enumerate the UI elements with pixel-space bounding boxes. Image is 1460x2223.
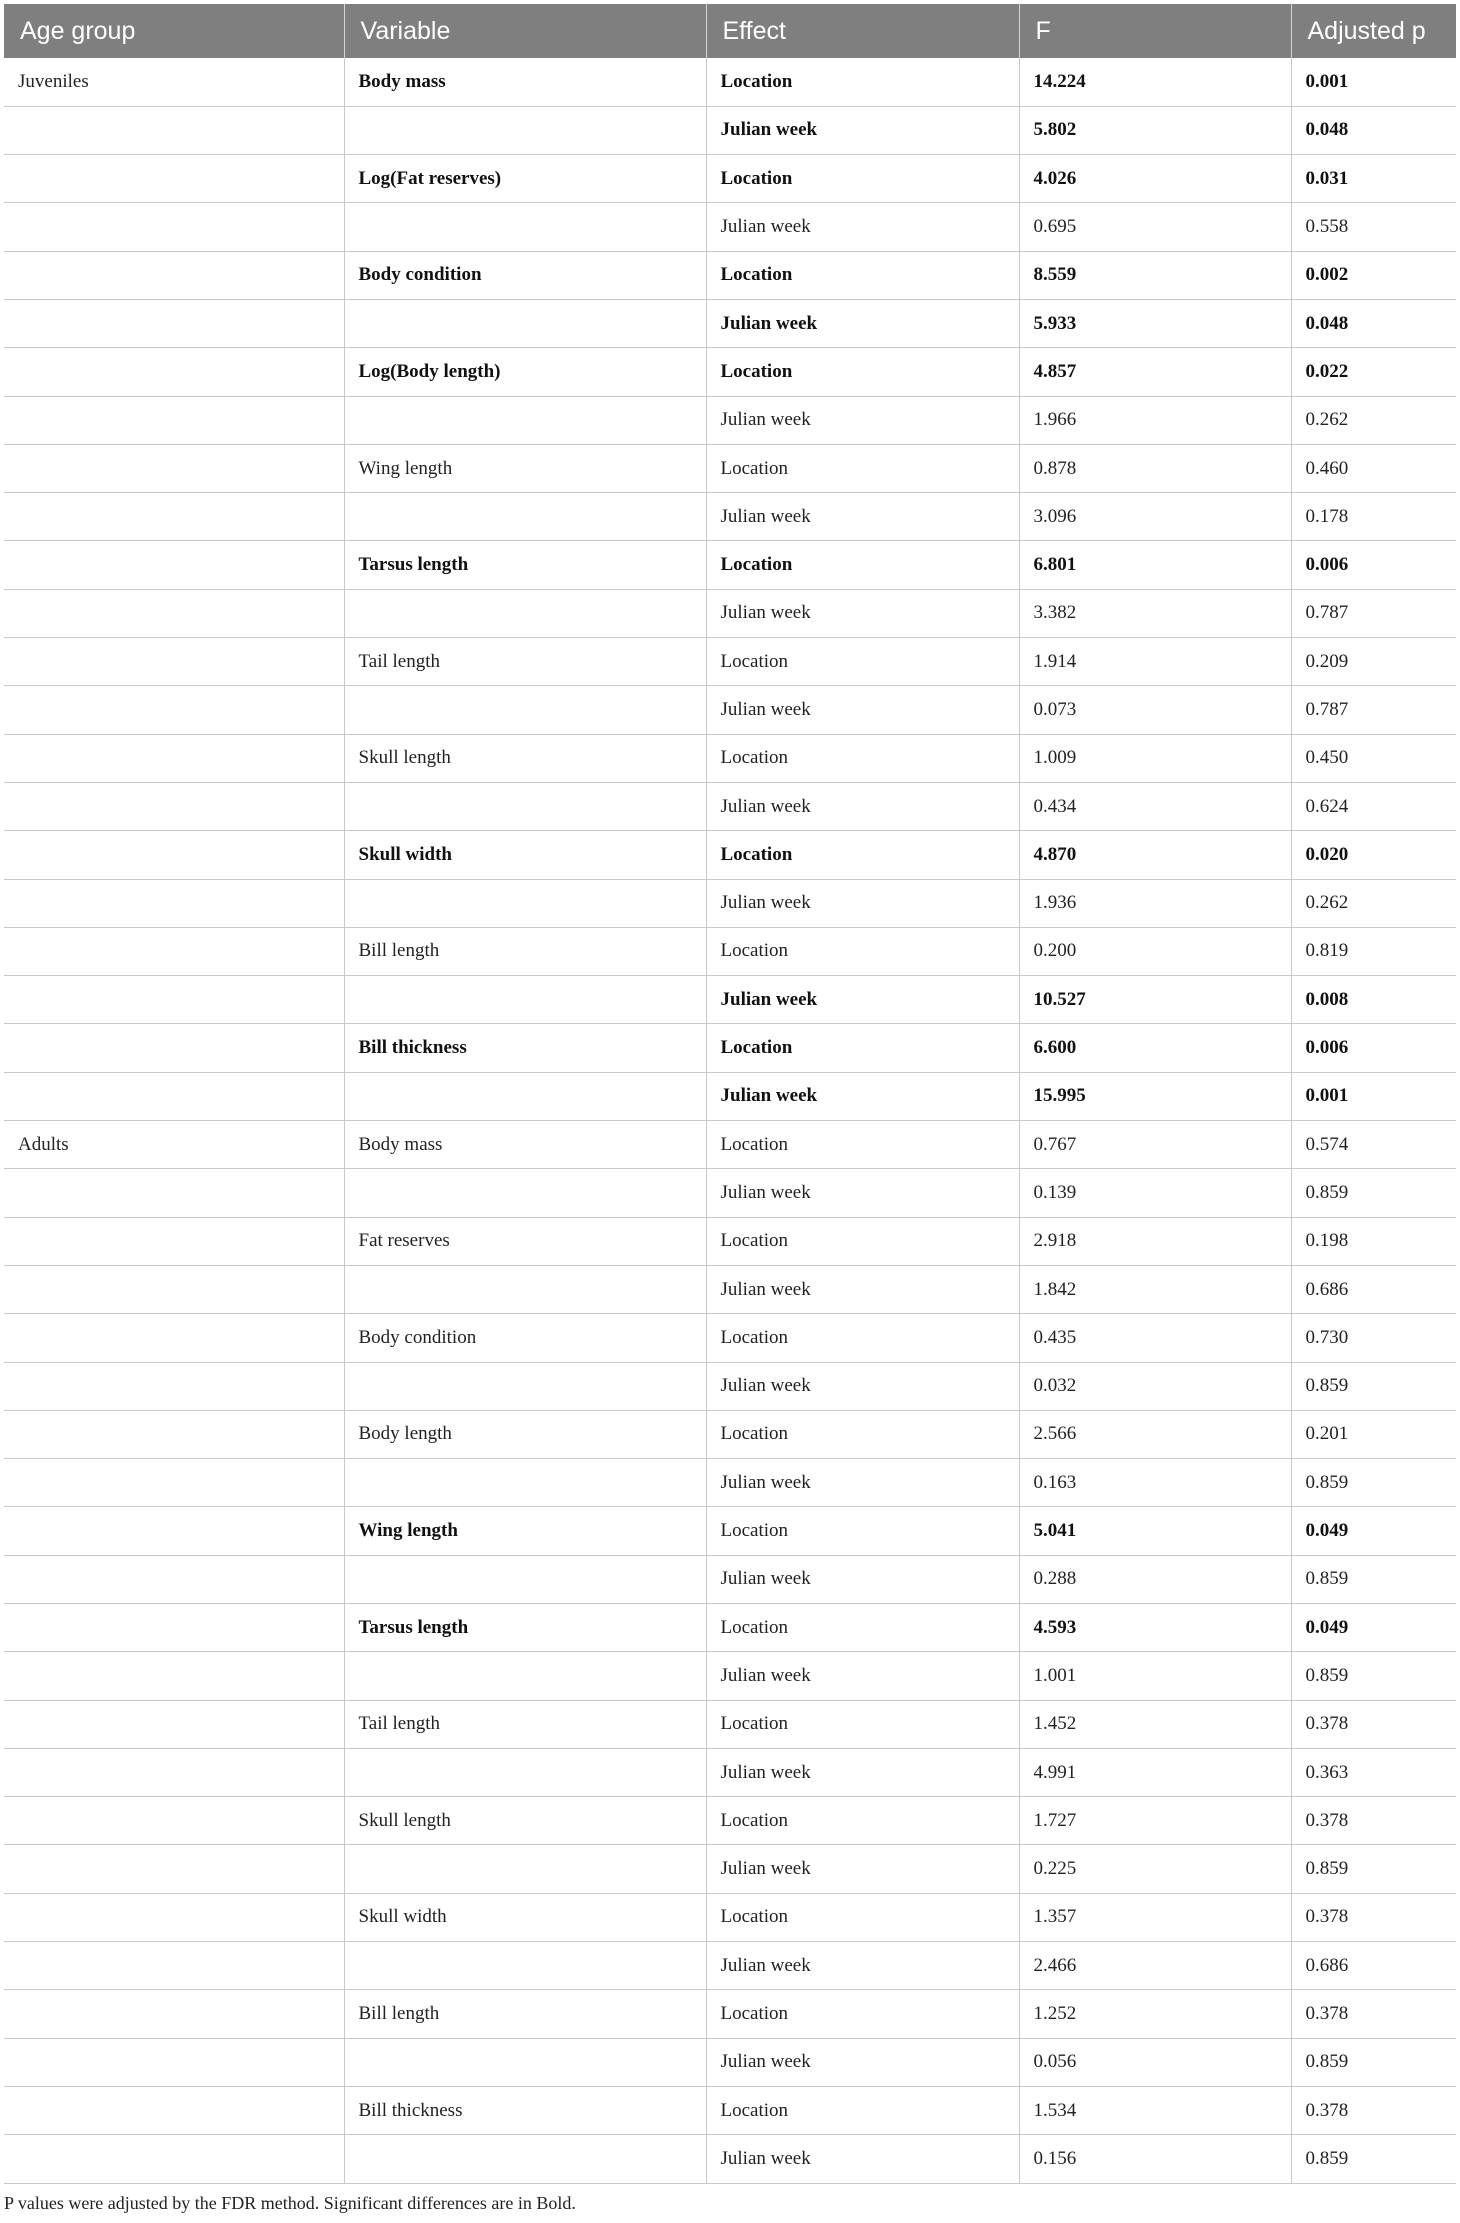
cell-age-group bbox=[4, 1024, 344, 1072]
cell-adjusted-p: 0.001 bbox=[1291, 58, 1456, 106]
table-row bbox=[4, 1121, 1456, 1169]
cell-adjusted-p: 0.378 bbox=[1291, 1893, 1456, 1941]
cell-effect: Location bbox=[706, 1990, 1019, 2038]
results-table bbox=[4, 4, 1456, 2184]
cell-effect: Julian week bbox=[706, 1555, 1019, 1603]
cell-age-group bbox=[4, 976, 344, 1024]
cell-effect: Location bbox=[706, 155, 1019, 203]
table-row bbox=[4, 1797, 1456, 1845]
cell-f-value: 0.073 bbox=[1019, 686, 1291, 734]
table-row bbox=[4, 782, 1456, 830]
table-row bbox=[4, 444, 1456, 492]
cell-adjusted-p: 0.859 bbox=[1291, 1652, 1456, 1700]
cell-adjusted-p: 0.686 bbox=[1291, 1265, 1456, 1313]
cell-variable: Log(Body length) bbox=[344, 348, 706, 396]
table-row bbox=[4, 976, 1456, 1024]
cell-f-value: 0.200 bbox=[1019, 927, 1291, 975]
cell-f-value: 0.767 bbox=[1019, 1121, 1291, 1169]
cell-f-value: 0.163 bbox=[1019, 1459, 1291, 1507]
cell-variable: Bill thickness bbox=[344, 2086, 706, 2134]
cell-adjusted-p: 0.262 bbox=[1291, 879, 1456, 927]
cell-effect: Julian week bbox=[706, 686, 1019, 734]
table-row bbox=[4, 927, 1456, 975]
cell-age-group bbox=[4, 396, 344, 444]
cell-f-value: 6.801 bbox=[1019, 541, 1291, 589]
cell-effect: Location bbox=[706, 831, 1019, 879]
table-row bbox=[4, 541, 1456, 589]
cell-age-group bbox=[4, 927, 344, 975]
cell-f-value: 0.156 bbox=[1019, 2135, 1291, 2183]
cell-effect: Location bbox=[706, 251, 1019, 299]
cell-effect: Julian week bbox=[706, 396, 1019, 444]
cell-effect: Julian week bbox=[706, 1942, 1019, 1990]
cell-variable: Body mass bbox=[344, 1121, 706, 1169]
cell-age-group bbox=[4, 1797, 344, 1845]
cell-variable bbox=[344, 106, 706, 154]
table-row bbox=[4, 203, 1456, 251]
cell-effect: Location bbox=[706, 1121, 1019, 1169]
cell-adjusted-p: 0.624 bbox=[1291, 782, 1456, 830]
cell-effect: Julian week bbox=[706, 2038, 1019, 2086]
table-body bbox=[4, 58, 1456, 2183]
cell-age-group bbox=[4, 1169, 344, 1217]
cell-variable bbox=[344, 1362, 706, 1410]
cell-adjusted-p: 0.048 bbox=[1291, 106, 1456, 154]
cell-f-value: 1.727 bbox=[1019, 1797, 1291, 1845]
cell-effect: Location bbox=[706, 2086, 1019, 2134]
cell-variable: Fat reserves bbox=[344, 1217, 706, 1265]
header-effect: Effect bbox=[706, 4, 1019, 58]
cell-effect: Location bbox=[706, 1410, 1019, 1458]
cell-age-group bbox=[4, 831, 344, 879]
cell-variable: Wing length bbox=[344, 1507, 706, 1555]
table-row bbox=[4, 348, 1456, 396]
cell-effect: Julian week bbox=[706, 782, 1019, 830]
cell-effect: Location bbox=[706, 927, 1019, 975]
cell-variable: Bill thickness bbox=[344, 1024, 706, 1072]
cell-f-value: 5.933 bbox=[1019, 299, 1291, 347]
cell-f-value: 0.032 bbox=[1019, 1362, 1291, 1410]
cell-f-value: 0.434 bbox=[1019, 782, 1291, 830]
cell-age-group bbox=[4, 1942, 344, 1990]
cell-f-value: 2.566 bbox=[1019, 1410, 1291, 1458]
cell-f-value: 4.593 bbox=[1019, 1604, 1291, 1652]
table-row bbox=[4, 155, 1456, 203]
cell-variable: Tail length bbox=[344, 1700, 706, 1748]
cell-age-group bbox=[4, 299, 344, 347]
cell-variable bbox=[344, 493, 706, 541]
cell-age-group bbox=[4, 1748, 344, 1796]
cell-f-value: 10.527 bbox=[1019, 976, 1291, 1024]
table-row bbox=[4, 2038, 1456, 2086]
cell-variable: Skull length bbox=[344, 1797, 706, 1845]
cell-adjusted-p: 0.859 bbox=[1291, 1169, 1456, 1217]
table-row bbox=[4, 2086, 1456, 2134]
cell-age-group bbox=[4, 251, 344, 299]
cell-age-group bbox=[4, 686, 344, 734]
cell-variable bbox=[344, 203, 706, 251]
cell-variable: Body condition bbox=[344, 251, 706, 299]
cell-variable bbox=[344, 1845, 706, 1893]
cell-adjusted-p: 0.787 bbox=[1291, 686, 1456, 734]
cell-f-value: 0.288 bbox=[1019, 1555, 1291, 1603]
cell-f-value: 0.695 bbox=[1019, 203, 1291, 251]
cell-adjusted-p: 0.198 bbox=[1291, 1217, 1456, 1265]
cell-effect: Julian week bbox=[706, 1169, 1019, 1217]
cell-adjusted-p: 0.460 bbox=[1291, 444, 1456, 492]
cell-f-value: 14.224 bbox=[1019, 58, 1291, 106]
cell-f-value: 1.936 bbox=[1019, 879, 1291, 927]
cell-adjusted-p: 0.006 bbox=[1291, 541, 1456, 589]
cell-f-value: 0.225 bbox=[1019, 1845, 1291, 1893]
cell-effect: Location bbox=[706, 1700, 1019, 1748]
table-row bbox=[4, 686, 1456, 734]
cell-variable bbox=[344, 2135, 706, 2183]
cell-age-group bbox=[4, 155, 344, 203]
cell-effect: Location bbox=[706, 638, 1019, 686]
cell-age-group bbox=[4, 1217, 344, 1265]
cell-adjusted-p: 0.859 bbox=[1291, 1845, 1456, 1893]
cell-effect: Location bbox=[706, 541, 1019, 589]
cell-effect: Location bbox=[706, 1507, 1019, 1555]
table-row bbox=[4, 1217, 1456, 1265]
cell-variable bbox=[344, 1652, 706, 1700]
cell-variable bbox=[344, 1942, 706, 1990]
table-row bbox=[4, 1700, 1456, 1748]
cell-f-value: 2.918 bbox=[1019, 1217, 1291, 1265]
cell-variable bbox=[344, 589, 706, 637]
cell-age-group bbox=[4, 879, 344, 927]
cell-variable: Skull width bbox=[344, 1893, 706, 1941]
cell-variable: Tarsus length bbox=[344, 1604, 706, 1652]
table-row bbox=[4, 251, 1456, 299]
cell-f-value: 1.252 bbox=[1019, 1990, 1291, 2038]
cell-age-group: Adults bbox=[4, 1121, 344, 1169]
cell-effect: Location bbox=[706, 444, 1019, 492]
table-row bbox=[4, 1604, 1456, 1652]
cell-variable: Bill length bbox=[344, 1990, 706, 2038]
cell-adjusted-p: 0.049 bbox=[1291, 1507, 1456, 1555]
cell-age-group bbox=[4, 493, 344, 541]
header-age-group: Age group bbox=[4, 4, 344, 58]
cell-effect: Julian week bbox=[706, 1748, 1019, 1796]
cell-adjusted-p: 0.686 bbox=[1291, 1942, 1456, 1990]
cell-adjusted-p: 0.048 bbox=[1291, 299, 1456, 347]
cell-variable bbox=[344, 879, 706, 927]
cell-effect: Location bbox=[706, 1604, 1019, 1652]
cell-f-value: 5.802 bbox=[1019, 106, 1291, 154]
cell-variable: Body mass bbox=[344, 58, 706, 106]
cell-effect: Location bbox=[706, 1024, 1019, 1072]
cell-f-value: 1.534 bbox=[1019, 2086, 1291, 2134]
header-adjusted-p: Adjusted p bbox=[1291, 4, 1456, 58]
cell-variable: Tail length bbox=[344, 638, 706, 686]
cell-effect: Location bbox=[706, 1893, 1019, 1941]
cell-age-group: Juveniles bbox=[4, 58, 344, 106]
cell-age-group bbox=[4, 638, 344, 686]
cell-effect: Julian week bbox=[706, 203, 1019, 251]
cell-adjusted-p: 0.859 bbox=[1291, 1362, 1456, 1410]
cell-adjusted-p: 0.020 bbox=[1291, 831, 1456, 879]
cell-age-group bbox=[4, 1893, 344, 1941]
cell-f-value: 3.382 bbox=[1019, 589, 1291, 637]
table-row bbox=[4, 1507, 1456, 1555]
header-f: F bbox=[1019, 4, 1291, 58]
table-row bbox=[4, 831, 1456, 879]
cell-variable: Body condition bbox=[344, 1314, 706, 1362]
cell-age-group bbox=[4, 1314, 344, 1362]
cell-age-group bbox=[4, 106, 344, 154]
cell-age-group bbox=[4, 1555, 344, 1603]
cell-age-group bbox=[4, 1362, 344, 1410]
cell-adjusted-p: 0.363 bbox=[1291, 1748, 1456, 1796]
cell-variable bbox=[344, 686, 706, 734]
cell-variable bbox=[344, 2038, 706, 2086]
table-row bbox=[4, 734, 1456, 782]
cell-variable: Tarsus length bbox=[344, 541, 706, 589]
table-row bbox=[4, 1893, 1456, 1941]
cell-adjusted-p: 0.262 bbox=[1291, 396, 1456, 444]
table-row bbox=[4, 879, 1456, 927]
cell-f-value: 0.435 bbox=[1019, 1314, 1291, 1362]
cell-effect: Julian week bbox=[706, 106, 1019, 154]
cell-effect: Julian week bbox=[706, 1459, 1019, 1507]
cell-f-value: 0.878 bbox=[1019, 444, 1291, 492]
cell-variable: Bill length bbox=[344, 927, 706, 975]
cell-effect: Julian week bbox=[706, 879, 1019, 927]
cell-effect: Location bbox=[706, 734, 1019, 782]
cell-age-group bbox=[4, 1265, 344, 1313]
table-row bbox=[4, 638, 1456, 686]
table-header bbox=[4, 4, 1456, 58]
cell-adjusted-p: 0.859 bbox=[1291, 1555, 1456, 1603]
table-row bbox=[4, 1990, 1456, 2038]
cell-effect: Location bbox=[706, 58, 1019, 106]
table-footnote: P values were adjusted by the FDR method. Significant differences are in Bold. bbox=[4, 2193, 576, 2213]
cell-adjusted-p: 0.008 bbox=[1291, 976, 1456, 1024]
cell-f-value: 1.914 bbox=[1019, 638, 1291, 686]
table-row bbox=[4, 1314, 1456, 1362]
header-row bbox=[4, 4, 1456, 58]
cell-f-value: 5.041 bbox=[1019, 1507, 1291, 1555]
cell-f-value: 15.995 bbox=[1019, 1072, 1291, 1120]
table-row bbox=[4, 1265, 1456, 1313]
table-row bbox=[4, 1942, 1456, 1990]
cell-effect: Julian week bbox=[706, 1072, 1019, 1120]
table-row bbox=[4, 493, 1456, 541]
cell-age-group bbox=[4, 1845, 344, 1893]
cell-age-group bbox=[4, 1507, 344, 1555]
cell-effect: Julian week bbox=[706, 1652, 1019, 1700]
cell-effect: Julian week bbox=[706, 976, 1019, 1024]
cell-f-value: 0.056 bbox=[1019, 2038, 1291, 2086]
cell-variable bbox=[344, 1265, 706, 1313]
cell-f-value: 1.842 bbox=[1019, 1265, 1291, 1313]
table-row bbox=[4, 2135, 1456, 2183]
table-row bbox=[4, 1410, 1456, 1458]
cell-f-value: 0.139 bbox=[1019, 1169, 1291, 1217]
cell-effect: Julian week bbox=[706, 2135, 1019, 2183]
cell-age-group bbox=[4, 1410, 344, 1458]
cell-adjusted-p: 0.178 bbox=[1291, 493, 1456, 541]
cell-f-value: 1.452 bbox=[1019, 1700, 1291, 1748]
cell-effect: Julian week bbox=[706, 1265, 1019, 1313]
header-variable: Variable bbox=[344, 4, 706, 58]
cell-age-group bbox=[4, 348, 344, 396]
cell-adjusted-p: 0.002 bbox=[1291, 251, 1456, 299]
cell-f-value: 6.600 bbox=[1019, 1024, 1291, 1072]
cell-adjusted-p: 0.049 bbox=[1291, 1604, 1456, 1652]
cell-effect: Julian week bbox=[706, 1362, 1019, 1410]
cell-adjusted-p: 0.819 bbox=[1291, 927, 1456, 975]
table-row bbox=[4, 1024, 1456, 1072]
table-row bbox=[4, 106, 1456, 154]
cell-adjusted-p: 0.031 bbox=[1291, 155, 1456, 203]
cell-variable: Log(Fat reserves) bbox=[344, 155, 706, 203]
cell-age-group bbox=[4, 1652, 344, 1700]
cell-age-group bbox=[4, 782, 344, 830]
cell-variable: Skull length bbox=[344, 734, 706, 782]
cell-variable bbox=[344, 1748, 706, 1796]
table-row bbox=[4, 1362, 1456, 1410]
cell-effect: Location bbox=[706, 1797, 1019, 1845]
cell-age-group bbox=[4, 2135, 344, 2183]
cell-variable bbox=[344, 1072, 706, 1120]
cell-variable: Wing length bbox=[344, 444, 706, 492]
table-row bbox=[4, 1845, 1456, 1893]
cell-adjusted-p: 0.730 bbox=[1291, 1314, 1456, 1362]
cell-effect: Julian week bbox=[706, 589, 1019, 637]
cell-effect: Location bbox=[706, 1314, 1019, 1362]
cell-f-value: 1.966 bbox=[1019, 396, 1291, 444]
cell-f-value: 4.026 bbox=[1019, 155, 1291, 203]
cell-adjusted-p: 0.209 bbox=[1291, 638, 1456, 686]
cell-age-group bbox=[4, 1459, 344, 1507]
cell-age-group bbox=[4, 1072, 344, 1120]
cell-adjusted-p: 0.450 bbox=[1291, 734, 1456, 782]
cell-effect: Location bbox=[706, 348, 1019, 396]
cell-variable: Skull width bbox=[344, 831, 706, 879]
table-row bbox=[4, 1652, 1456, 1700]
cell-adjusted-p: 0.859 bbox=[1291, 2135, 1456, 2183]
cell-adjusted-p: 0.006 bbox=[1291, 1024, 1456, 1072]
cell-variable bbox=[344, 396, 706, 444]
cell-variable bbox=[344, 299, 706, 347]
cell-age-group bbox=[4, 203, 344, 251]
cell-variable: Body length bbox=[344, 1410, 706, 1458]
table-row bbox=[4, 1169, 1456, 1217]
cell-adjusted-p: 0.787 bbox=[1291, 589, 1456, 637]
cell-adjusted-p: 0.574 bbox=[1291, 1121, 1456, 1169]
cell-f-value: 4.991 bbox=[1019, 1748, 1291, 1796]
cell-variable bbox=[344, 1555, 706, 1603]
cell-variable bbox=[344, 1169, 706, 1217]
cell-age-group bbox=[4, 2086, 344, 2134]
cell-f-value: 1.009 bbox=[1019, 734, 1291, 782]
cell-adjusted-p: 0.859 bbox=[1291, 1459, 1456, 1507]
cell-effect: Julian week bbox=[706, 299, 1019, 347]
cell-adjusted-p: 0.201 bbox=[1291, 1410, 1456, 1458]
table-row bbox=[4, 1072, 1456, 1120]
results-table-container bbox=[4, 4, 1456, 2184]
cell-variable bbox=[344, 1459, 706, 1507]
cell-effect: Location bbox=[706, 1217, 1019, 1265]
cell-age-group bbox=[4, 1990, 344, 2038]
table-row bbox=[4, 1459, 1456, 1507]
table-row bbox=[4, 58, 1456, 106]
table-row bbox=[4, 589, 1456, 637]
cell-age-group bbox=[4, 1700, 344, 1748]
cell-age-group bbox=[4, 444, 344, 492]
cell-f-value: 1.357 bbox=[1019, 1893, 1291, 1941]
cell-age-group bbox=[4, 1604, 344, 1652]
table-row bbox=[4, 299, 1456, 347]
cell-adjusted-p: 0.022 bbox=[1291, 348, 1456, 396]
cell-age-group bbox=[4, 541, 344, 589]
cell-adjusted-p: 0.378 bbox=[1291, 2086, 1456, 2134]
cell-age-group bbox=[4, 734, 344, 782]
cell-age-group bbox=[4, 2038, 344, 2086]
cell-effect: Julian week bbox=[706, 1845, 1019, 1893]
cell-adjusted-p: 0.378 bbox=[1291, 1700, 1456, 1748]
cell-adjusted-p: 0.001 bbox=[1291, 1072, 1456, 1120]
table-row bbox=[4, 1748, 1456, 1796]
cell-f-value: 4.870 bbox=[1019, 831, 1291, 879]
cell-f-value: 8.559 bbox=[1019, 251, 1291, 299]
cell-f-value: 4.857 bbox=[1019, 348, 1291, 396]
cell-adjusted-p: 0.859 bbox=[1291, 2038, 1456, 2086]
cell-f-value: 1.001 bbox=[1019, 1652, 1291, 1700]
table-row bbox=[4, 396, 1456, 444]
cell-f-value: 3.096 bbox=[1019, 493, 1291, 541]
cell-variable bbox=[344, 782, 706, 830]
cell-effect: Julian week bbox=[706, 493, 1019, 541]
cell-adjusted-p: 0.378 bbox=[1291, 1990, 1456, 2038]
cell-adjusted-p: 0.378 bbox=[1291, 1797, 1456, 1845]
cell-f-value: 2.466 bbox=[1019, 1942, 1291, 1990]
cell-variable bbox=[344, 976, 706, 1024]
cell-adjusted-p: 0.558 bbox=[1291, 203, 1456, 251]
cell-age-group bbox=[4, 589, 344, 637]
table-row bbox=[4, 1555, 1456, 1603]
